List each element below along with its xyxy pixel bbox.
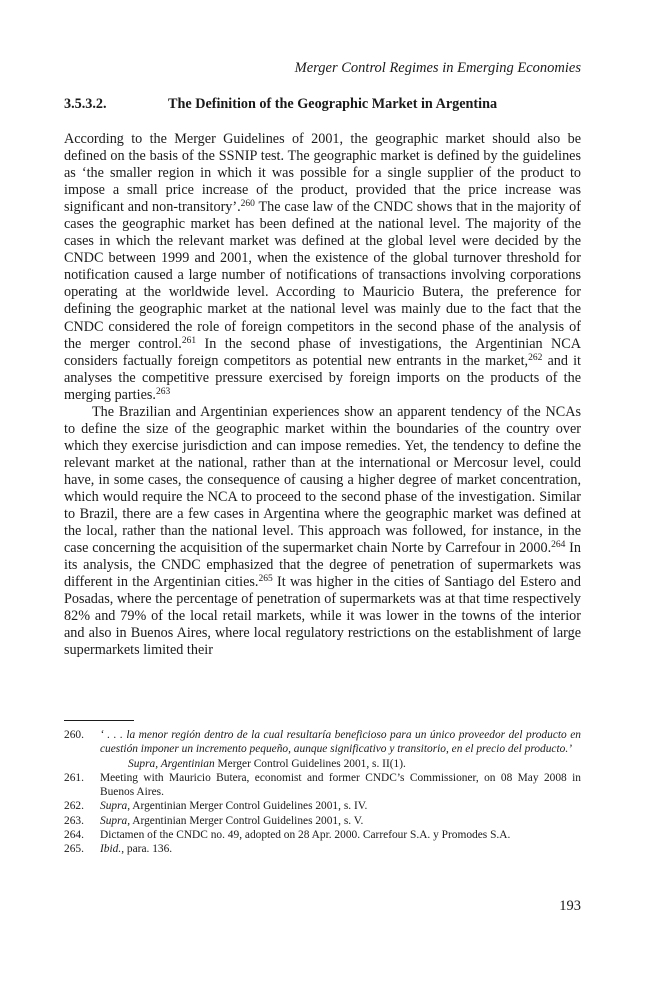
italic-text: ‘ . . . la menor región dentro de la cual resultaría beneficioso para un único proveedor del producto en cuestión imponer un incremento pequeño, aunque significativo y transitorio, en el precio del producto.’ [100,729,581,756]
body-text [64,131,581,659]
footnote-ref[interactable]: 264 [551,540,566,551]
running-head: Merger Control Regimes in Emerging Economies [294,60,581,76]
footnote-text: Ibid., para. 136. [100,843,173,856]
footnote-ref[interactable]: 262 [528,352,543,363]
footnote-number: 264. [64,829,84,842]
footnote-number: 263. [64,814,84,827]
footnote [64,771,581,800]
footnote-text: Supra, Argentinian Merger Control Guidelines 2001, s. V. [100,814,364,827]
footnotes [64,728,581,857]
footnote-text: Dictamen of the CNDC no. 49, adopted on 28 Apr. 2000. Carrefour S.A. y Promodes S.A. [100,829,511,842]
footnote [64,814,581,828]
footnote-separator [64,720,134,721]
page-number: 193 [559,898,581,914]
section-number: 3.5.3.2. [64,96,107,112]
italic-text: Supra [100,800,128,813]
paragraph: The Brazilian and Argentinian experiences show an apparent tendency of the NCAs to define the size of the geographic market within the boundaries of the country over which they exercise jurisdiction and can impose remedies. Yet, the tendency to define the relevant market at the national, rather than at the international or Mercosur level, could have, in some cases, the consequence of causing a higher degree of market concentration, which would require the NCA to proceed to the second phase of the investigation. Similar to Brazil, there are a few cases in Argentina where the geographic market was defined at the local, rather than the national level. This approach was followed, for instance, in the case concerning the acquisition of the supermarket chain Norte by Carrefour in 2000.$^{264}$ In its analysis, the CNDC emphasized that the degree of penetration of supermarkets was different in the Argentinian cities.$^{265}$ It was higher in the cities of Santiago del Estero and Posadas, where the percentage of penetration of supermarkets was at that time respectively 82% and 79% of the local retail markets, while it was lower in the towns of the interior and also in Buenos Aires, where local regulatory restrictions on the establishment of large supermarkets limited their [64,403,581,659]
footnote-number: 261. [64,771,84,784]
footnote-ref[interactable]: 263 [155,386,171,397]
italic-text: Ibid. [100,843,122,856]
footnote-text: Supra, Argentinian Merger Control Guidelines 2001, s. IV. [100,800,368,813]
footnote [64,828,581,842]
footnote-text [100,728,581,757]
footnote-number: 262. [64,800,84,813]
section-heading [64,96,497,113]
footnote-ref[interactable]: 260 [240,199,255,210]
footnote-ref[interactable]: 261 [181,335,197,346]
footnote [64,799,581,813]
paragraph: According to the Merger Guidelines of 2001, the geographic market should also be defined on the basis of the SSNIP test. The geographic market is defined by the guidelines as ‘the smaller region in which it was possible for a single supplier of the product to impose a small price increase of the product, provided that the price increase was significant and non-transitory’.$^{260}$ The case law of the CNDC shows that in the majority of cases the geographic market has been defined at the national level. The majority of the cases in which the relevant market was defined at the global level were decided by the CNDC between 1999 and 2001, when the existence of the global turnover threshold for notification caused a large number of notifications of transactions involving corporations operating at the worldwide level. According to Mauricio Butera, the preference for defining the geographic market at the national level was mainly due to the fact that the CNDC considered the role of foreign competitors in the second phase of the analysis of the merger control.$^{261}$ In the second phase of investigations, the Argentinian NCA considers factually foreign competitors as potential new entrants in the market,$^{262}$ and it analyses the competitive pressure exercised by foreign imports on the products of the merging parties.$^{263}$ [64,131,581,403]
footnote-citation: Supra, Argentinian Merger Control Guidelines 2001, s. II(1). [128,757,406,770]
section-title: The Definition of the Geographic Market in Argentina [168,96,498,112]
footnote-text: Meeting with Mauricio Butera, economist and former CNDC’s Commissioner, on 08 May 2008 in Buenos Aires. [100,771,581,799]
italic-text: Supra, Argentinian [128,757,215,770]
footnote-number: 260. [64,729,84,741]
footnote-number: 265. [64,843,84,856]
italic-text: Supra [100,814,128,827]
footnote [64,842,581,856]
footnote [64,728,581,757]
footnote-ref[interactable]: 265 [258,574,273,585]
